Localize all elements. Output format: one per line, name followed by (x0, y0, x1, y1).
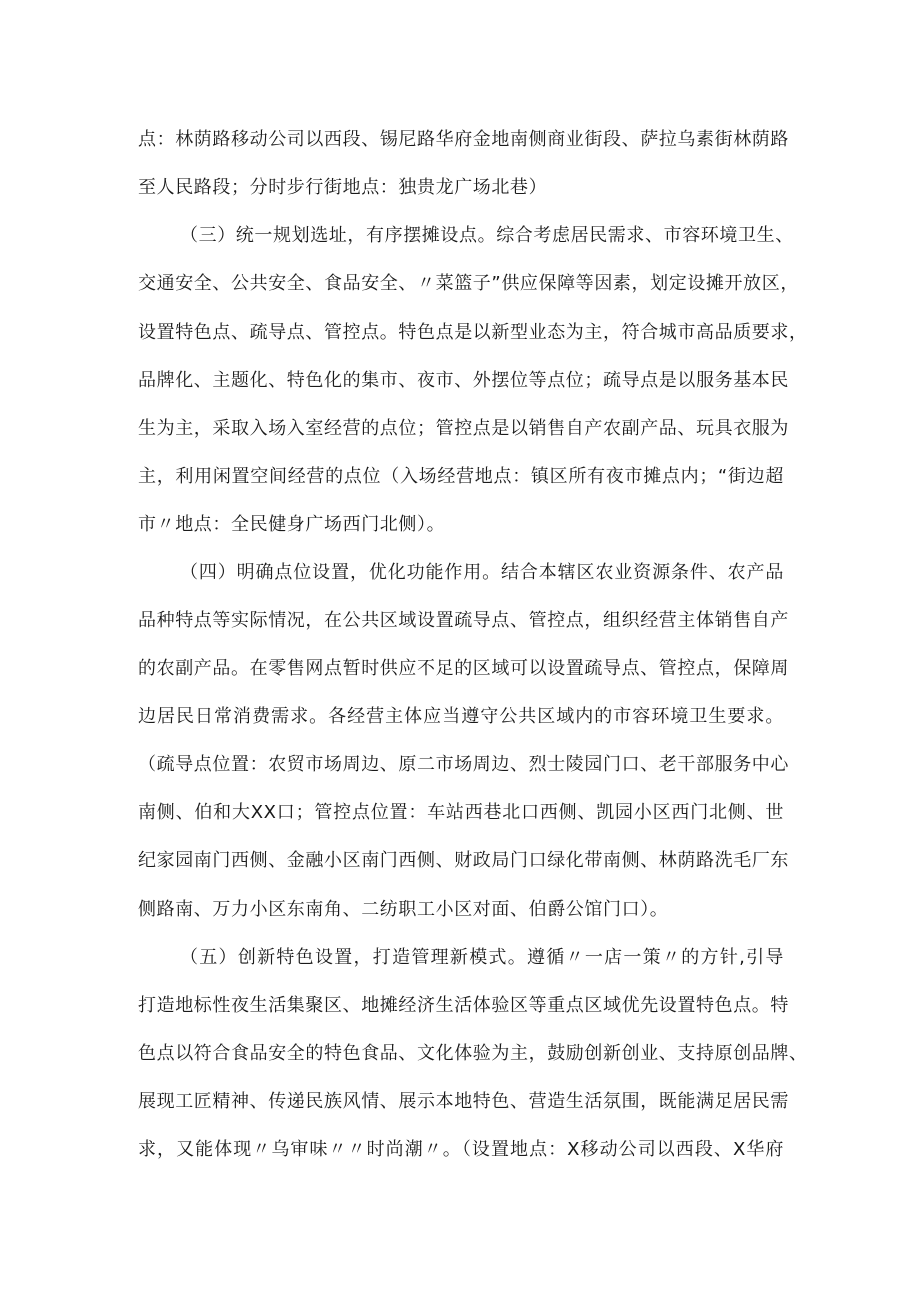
text-line: 求，又能体现〃乌审味〃〃时尚潮〃。（设置地点：X移动公司以西段、X华府 (138, 1139, 784, 1160)
text-line: （疏导点位置：农贸市场周边、原二市场周边、烈士陵园门口、老干部服务中心 (138, 754, 789, 775)
text-line: 点：林荫路移动公司以西段、锡尼路华府金地南侧商业街段、萨拉乌素街林荫路 (138, 129, 789, 150)
text-line: 边居民日常消费需求。各经营主体应当遵守公共区域内的市容环境卫生要求。 (138, 706, 784, 727)
text-line: 南侧、伯和大XX口；管控点位置：车站西巷北口西侧、凯园小区西门北侧、世 (138, 802, 784, 823)
text-line: 品种特点等实际情况，在公共区域设置疏导点、管控点，组织经营主体销售自产 (138, 610, 789, 631)
text-line: 生为主，采取入场入室经营的点位；管控点是以销售自产农副产品、玩具衣服为 (138, 418, 789, 439)
paragraph-heading-3: （三）统一规划选址，有序摆摊设点。综合考虑居民需求、市容环境卫生、 (180, 225, 794, 246)
text-line: 的农副产品。在零售网点暂时供应不足的区域可以设置疏导点、管控点，保障周 (138, 658, 789, 679)
text-line: 设置特色点、疏导点、管控点。特色点是以新型业态为主，符合城市高品质要求， (138, 322, 808, 343)
text-line: 市〃地点：全民健身广场西门北侧）。 (138, 514, 446, 535)
text-line: 色点以符合食品安全的特色食品、文化体验为主，鼓励创新创业、支持原创品牌、 (138, 1043, 808, 1064)
paragraph-heading-5: （五）创新特色设置，打造管理新模式。遵循〃一店一策〃的方针,引导 (180, 947, 784, 968)
text-line: 主，利用闲置空间经营的点位（入场经营地点：镇区所有夜市摊点内；“街边超 (138, 466, 784, 487)
paragraph-heading-4: （四）明确点位设置，优化功能作用。结合本辖区农业资源条件、农产品 (180, 562, 784, 583)
text-line: 纪家园南门西侧、金融小区南门西侧、财政局门口绿化带南侧、林荫路洗毛厂东 (138, 850, 789, 871)
text-line: 品牌化、主题化、特色化的集市、夜市、外摆位等点位；疏导点是以服务基本民 (138, 370, 789, 391)
text-line: 展现工匠精神、传递民族风情、展示本地特色、营造生活氛围，既能满足居民需 (138, 1091, 789, 1112)
text-line: 侧路南、万力小区东南角、二纺职工小区对面、伯爵公馆门口）。 (138, 899, 669, 920)
text-line: 交通安全、公共安全、食品安全、〃菜篮子”供应保障等因素，划定设摊开放区， (138, 273, 799, 294)
text-line: 打造地标性夜生活集聚区、地摊经济生活体验区等重点区域优先设置特色点。特 (138, 995, 789, 1016)
text-line: 至人民路段；分时步行街地点：独贵龙广场北巷） (138, 177, 548, 198)
